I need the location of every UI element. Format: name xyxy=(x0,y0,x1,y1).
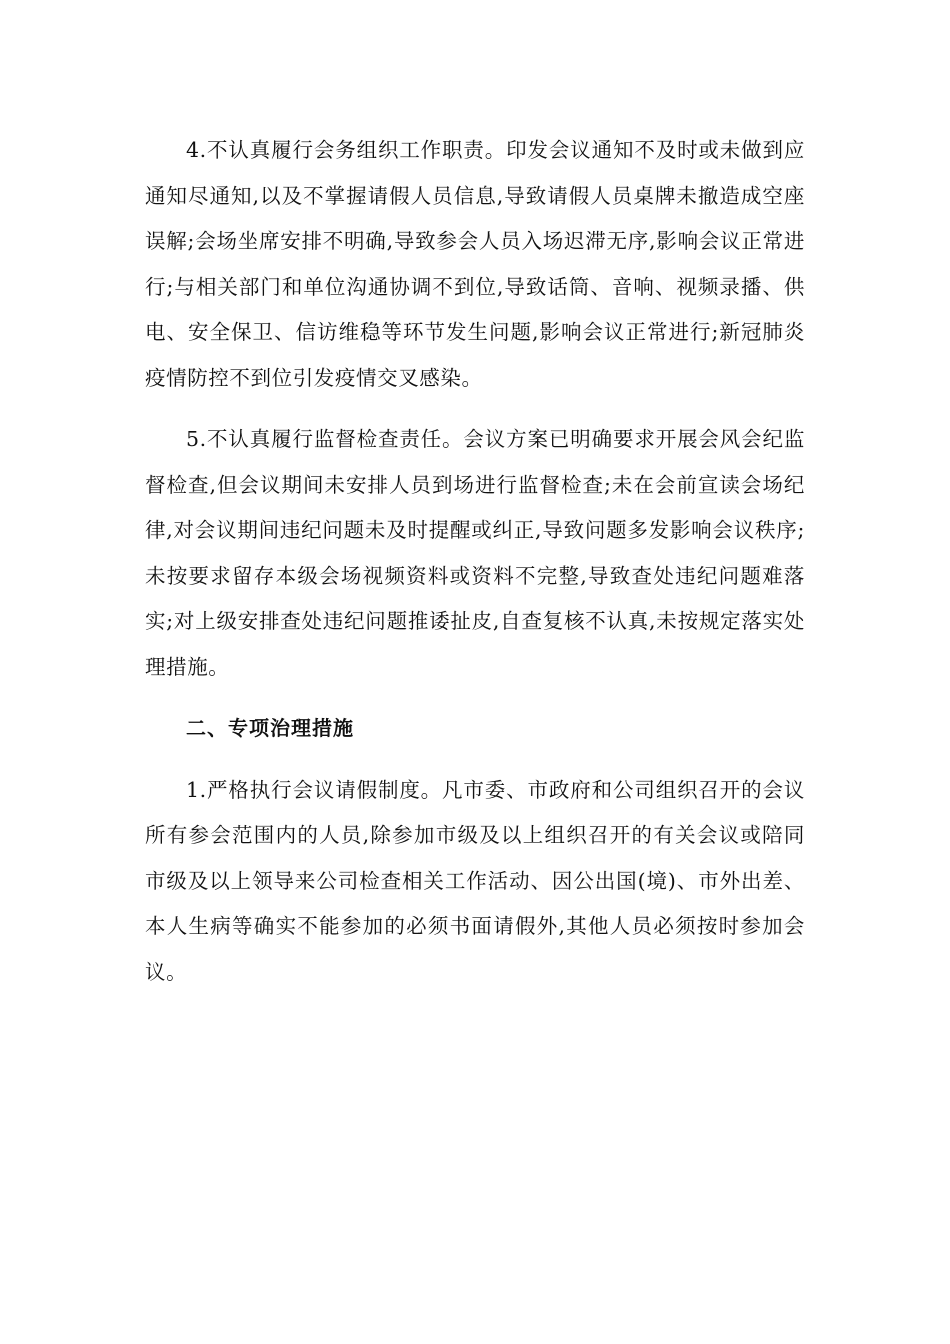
document-page xyxy=(145,128,805,995)
paragraph-item-4: 4.不认真履行会务组织工作职责。印发会议通知不及时或未做到应通知尽通知,以及不掌握请假人员信息,导致请假人员桌牌未撤造成空座误解;会场坐席安排不明确,导致参会人员入场迟滞无序,影响会议正常进行;与相关部门和单位沟通协调不到位,导致话筒、音响、视频录播、供电、安全保卫、信访维稳等环节发生问题,影响会议正常进行;新冠肺炎疫情防控不到位引发疫情交叉感染。 xyxy=(145,138,805,390)
paragraph-measure-1: 1.严格执行会议请假制度。凡市委、市政府和公司组织召开的会议所有参会范围内的人员,除参加市级及以上组织召开的有关会议或陪同市级及以上领导来公司检查相关工作活动、因公出国(境)、市外出差、本人生病等确实不能参加的必须书面请假外,其他人员必须按时参加会议。 xyxy=(145,777,805,984)
paragraph-item-5: 5.不认真履行监督检查责任。会议方案已明确要求开展会风会纪监督检查,但会议期间未安排人员到场进行监督检查;未在会前宣读会场纪律,对会议期间违纪问题未及时提醒或纠正,导致问题多发影响会议秩序;未按要求留存本级会场视频资料或资料不完整,导致查处违纪问题难落实;对上级安排查处违纪问题推诿扯皮,自查复核不认真,未按规定落实处理措施。 xyxy=(145,427,805,679)
section-heading: 二、专项治理措施 xyxy=(186,716,354,740)
